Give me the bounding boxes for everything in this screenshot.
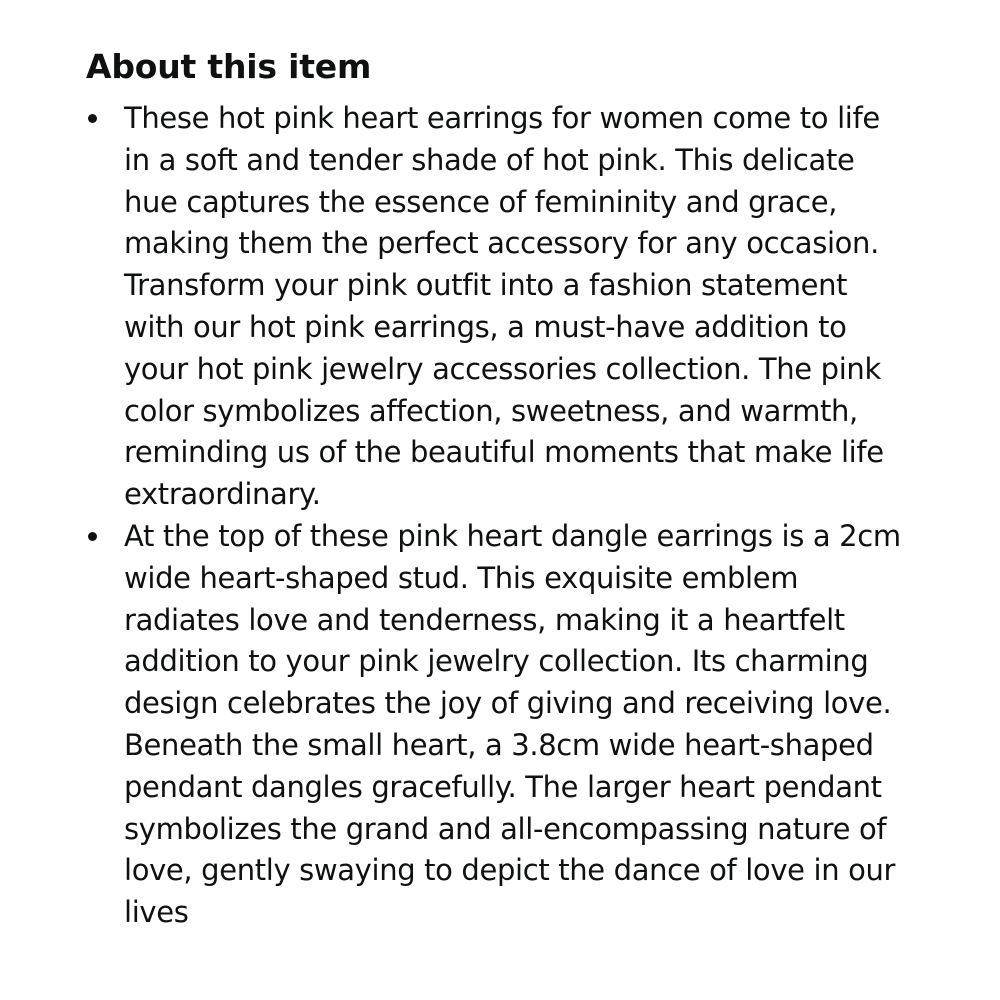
bullet-text-line: reminding us of the beautiful moments that make life xyxy=(124,435,884,470)
bullet-text-line: symbolizes the grand and all-encompassing nature of xyxy=(124,811,887,846)
bullet-text-line: Transform your pink outfit into a fashion statement xyxy=(124,268,848,303)
bullet-text-line: making them the perfect accessory for any occasion. xyxy=(124,226,879,261)
bullet-text-line: with our hot pink earrings, a must-have addition to xyxy=(124,309,847,344)
bullet-text-line: in a soft and tender shade of hot pink. This delicate xyxy=(124,142,855,177)
bullet-text-line: color symbolizes affection, sweetness, and warmth, xyxy=(124,393,858,428)
bullet-text-line: lives xyxy=(124,895,189,930)
bullet-text-line: pendant dangles gracefully. The larger heart pendant xyxy=(124,769,882,804)
bullet-dot-icon xyxy=(88,532,97,541)
section-title: About this item xyxy=(86,47,372,86)
bullet-text-line: extraordinary. xyxy=(124,477,321,512)
bullet-text-line: addition to your pink jewelry collection. Its charming xyxy=(124,644,869,679)
bullet-text-line: love, gently swaying to depict the dance of love in our xyxy=(124,853,896,888)
bullet-text-line: Beneath the small heart, a 3.8cm wide heart-shaped xyxy=(124,727,874,762)
bullet-text-line: At the top of these pink heart dangle earrings is a 2cm xyxy=(124,518,901,553)
bullet-text-line: design celebrates the joy of giving and receiving love. xyxy=(124,686,892,721)
bullet-text-line: your hot pink jewelry accessories collection. The pink xyxy=(124,351,881,386)
feature-bullet xyxy=(86,98,940,516)
bullet-text-line: hue captures the essence of femininity and grace, xyxy=(124,184,838,219)
bullet-text-line: radiates love and tenderness, making it a heartfelt xyxy=(124,602,845,637)
feature-bullet xyxy=(86,516,940,934)
bullet-dot-icon xyxy=(88,114,97,123)
bullet-text-line: These hot pink heart earrings for women come to life xyxy=(124,101,880,135)
bullet-text-line: wide heart-shaped stud. This exquisite emblem xyxy=(124,560,799,595)
feature-bullet-list xyxy=(86,98,940,934)
